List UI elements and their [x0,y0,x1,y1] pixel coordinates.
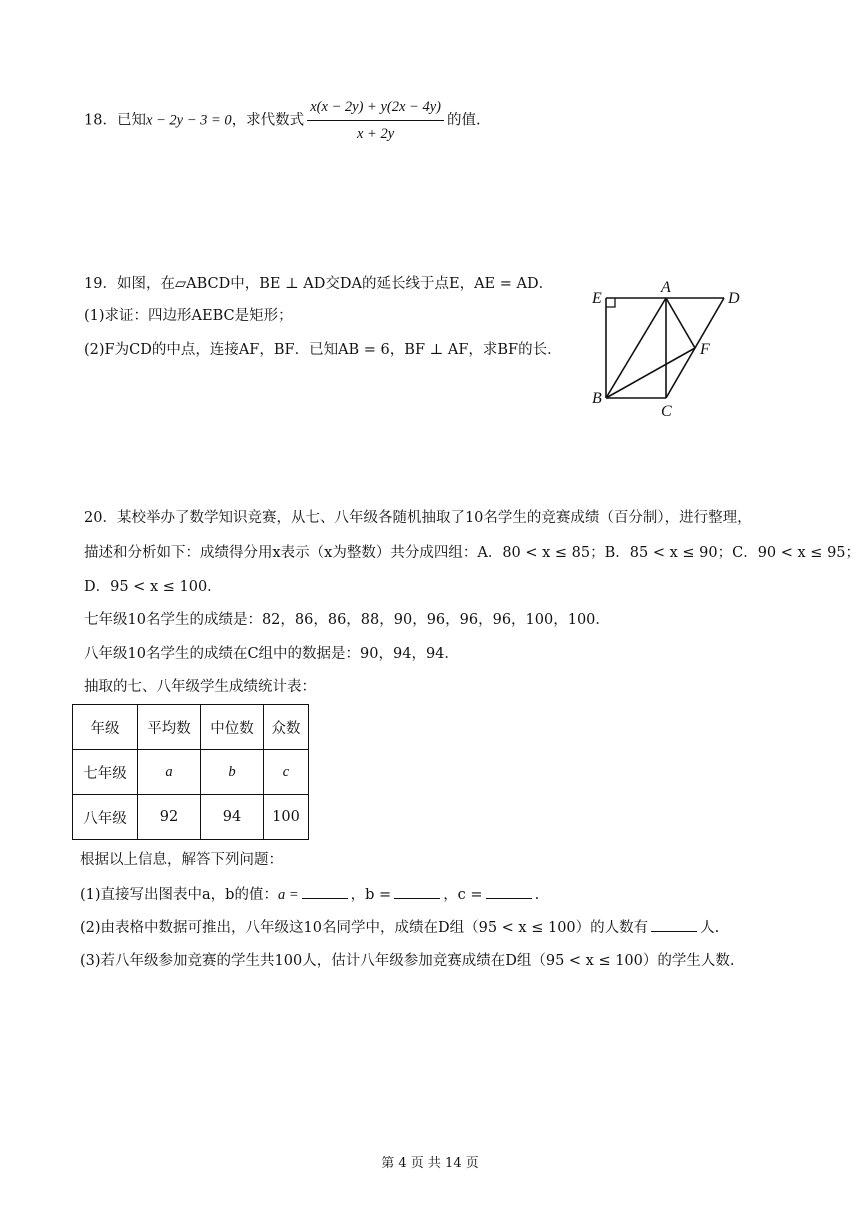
q20-line7: 根据以上信息，解答下列问题： [80,852,283,868]
q18-tail: 的值. [446,112,481,129]
q19-line2: (1)求证：四边形AEBC是矩形； [84,308,293,324]
q20-sub1-c-label: ，c = [443,887,483,903]
label-F: F [700,341,710,358]
table-cell: b [201,750,264,795]
q19-line1: 19．如图，在▱ABCD中，BE ⊥ AD交DA的延长线于点E，AE = AD． [84,276,554,292]
q20-line3: D．95 < x ≤ 100． [84,579,222,595]
q18-condition: x − 2y − 3 = 0 [145,112,232,129]
q20-line4: 七年级10名学生的成绩是：82，86，86，88，90，96，96，96，100，100． [84,612,610,628]
q18-lead: 18．已知 [84,112,146,129]
q19-line3: (2)F为CD的中点，连接AF，BF．已知AB = 6，BF ⊥ AF，求BF的长． [84,342,562,358]
label-D: D [728,290,740,307]
table-cell: 100 [264,795,309,840]
q20-sub2-lead: (2)由表格中数据可推出，八年级这10名同学中，成绩在D组（95 < x ≤ 100）的人数有 [80,920,649,936]
segment-AB [606,298,666,398]
q18-text [84,96,481,145]
label-C: C [661,403,672,420]
table-header-cell: 平均数 [138,705,201,750]
q20-sub1-a-label: a = [277,887,299,903]
answer-blank-b[interactable] [394,884,440,899]
label-E: E [592,290,602,307]
table-header-cell: 众数 [264,705,309,750]
table-header-cell: 中位数 [201,705,264,750]
parallelogram-figure [586,276,756,426]
right-angle-mark [606,298,615,307]
table-cell: c [264,750,309,795]
q18-mid: ，求代数式 [231,112,305,129]
q20-line1: 20．某校举办了数学知识竞赛，从七、八年级各随机抽取了10名学生的竞赛成绩（百分制），进行整理， [84,510,752,526]
q20-sub2 [80,917,719,938]
q20-sub3: (3)若八年级参加竞赛的学生共100人，估计八年级参加竞赛成绩在D组（95 < x ≤ 100）的学生人数. [80,953,735,969]
label-A: A [661,279,671,296]
page-footer: 第 4 页 共 14 页 [381,1156,479,1171]
answer-blank-d-count[interactable] [651,917,697,932]
q20-line5: 八年级10名学生的成绩在C组中的数据是：90，94，94． [84,646,459,662]
grade-stats-table [72,704,309,840]
q18-denominator: x + 2y [357,126,395,142]
answer-blank-a[interactable] [302,884,348,899]
segment-AF [666,298,695,348]
q20-sub1-b-label: ，b = [350,887,392,903]
table-cell: 94 [201,795,264,840]
table-cell: 七年级 [73,750,138,795]
table-row [73,795,309,840]
q20-line2: 描述和分析如下：成绩得分用x表示（x为整数）共分成四组：A．80 < x ≤ 85；B．85 < x ≤ 90；C．90 < x ≤ 95； [84,545,860,561]
table-cell: a [138,750,201,795]
table-cell: 八年级 [73,795,138,840]
label-B: B [592,390,602,407]
table-cell: 92 [138,795,201,840]
answer-blank-c[interactable] [486,884,532,899]
q20-sub1 [80,884,539,905]
table-header-cell: 年级 [73,705,138,750]
q20-sub1-end: . [534,887,540,903]
q18-numerator: x(x − 2y) + y(2x − 4y) [307,96,444,121]
q20-line6: 抽取的七、八年级学生成绩统计表： [84,679,316,695]
q20-sub2-end: 人. [700,920,720,936]
segment-BF [606,348,695,398]
table-header-row [73,705,309,750]
table-row [73,750,309,795]
q20-sub1-lead: (1)直接写出图表中a，b的值： [80,887,278,903]
q18-fraction [307,96,444,145]
